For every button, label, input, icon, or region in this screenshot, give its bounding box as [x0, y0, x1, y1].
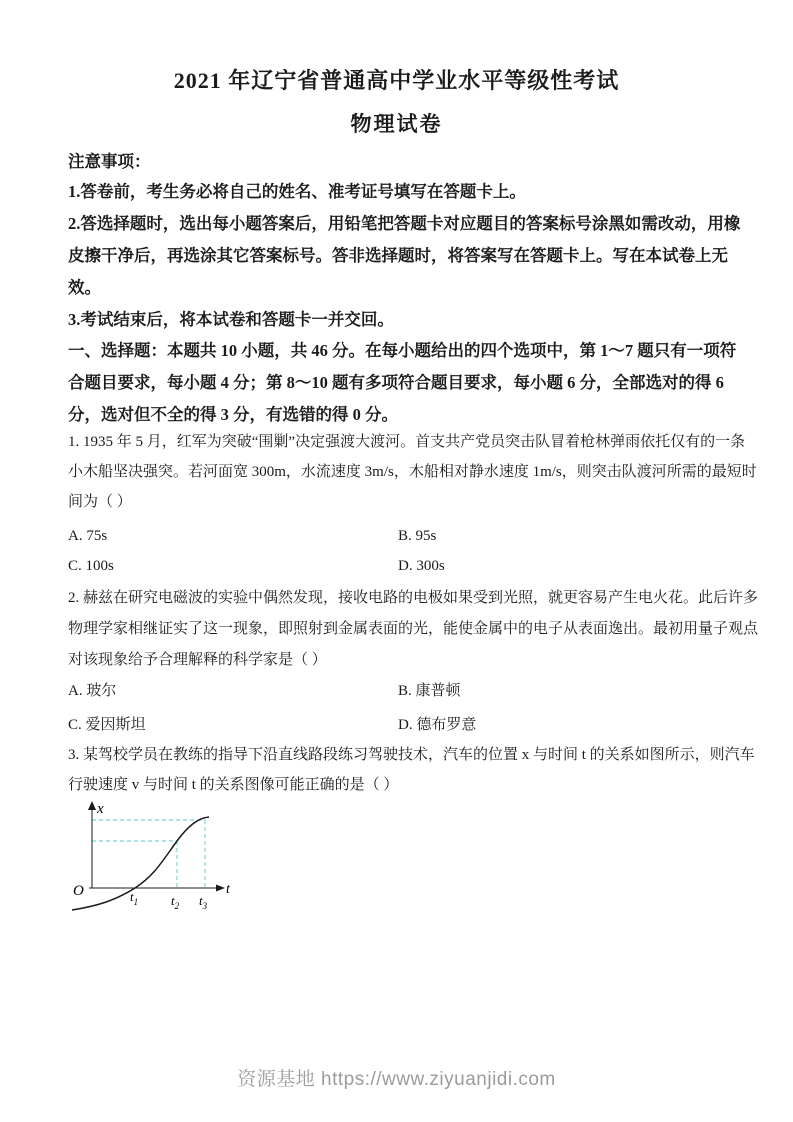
question-line: 间为（ ） [68, 494, 132, 510]
x-t-curve [72, 817, 209, 910]
question-line: 小木船坚决强突。若河面宽 300m，水流速度 3m/s，木船相对静水速度 1m/s，则突击队渡河所需的最短时 [68, 464, 757, 480]
option-c: C. 100s [68, 558, 114, 574]
question-2-options-row-1 [68, 676, 733, 706]
origin-label: O [73, 883, 84, 899]
question-line: 1. 1935 年 5 月，红军为突破“围剿”决定强渡大渡河。首支共产党员突击队冒着枪林弹雨依托仅有的一条 [68, 434, 746, 450]
question-line: 物理学家相继证实了这一现象，即照射到金属表面的光，能使金属中的电子从表面逸出。最初用量子观点 [68, 621, 759, 637]
notice-section [68, 176, 741, 336]
section-line: 一、选择题：本题共 10 小题，共 46 分。在每小题给出的四个选项中，第 1～7 题只有一项符 [68, 341, 737, 360]
notice-line: 皮擦干净后，再选涂其它答案标号。答非选择题时，将答案写在答题卡上。写在本试卷上无 [68, 246, 728, 265]
exam-subtitle: 物理试卷 [350, 112, 443, 136]
option-d: D. 德布罗意 [398, 717, 477, 733]
option-a: A. 75s [68, 528, 108, 544]
tick-t3: $t_3$ [199, 893, 208, 911]
question-line: 对该现象给予合理解释的科学家是（ ） [68, 652, 327, 668]
question-3 [68, 740, 755, 800]
tick-t2: $t_2$ [171, 893, 180, 911]
question-2 [68, 583, 759, 676]
question-1-options-row-2 [68, 551, 733, 581]
question-line: 行驶速度 v 与时间 t 的关系图像可能正确的是（ ） [68, 777, 399, 793]
option-d: D. 300s [398, 558, 445, 574]
exam-title: 2021 年辽宁省普通高中学业水平等级性考试 [173, 68, 620, 93]
question-1-options-row-1 [68, 521, 733, 551]
question-line: 3. 某驾校学员在教练的指导下沿直线路段练习驾驶技术，汽车的位置 x 与时间 t 的关系如图所示，则汽车 [68, 747, 755, 763]
option-b: B. 95s [398, 528, 437, 544]
section-one-header [68, 335, 737, 431]
notice-line: 3.考试结束后，将本试卷和答题卡一并交回。 [68, 310, 394, 329]
notice-line: 1.答卷前，考生务必将自己的姓名、准考证号填写在答题卡上。 [68, 182, 526, 201]
tick-t1: $t_1$ [130, 889, 139, 907]
option-a: A. 玻尔 [68, 683, 117, 699]
x-axis-arrow-icon [216, 885, 225, 892]
section-line: 合题目要求，每小题 4 分；第 8～10 题有多项符合题目要求，每小题 6 分，全部选对的得 6 [68, 373, 724, 392]
notice-line: 效。 [68, 278, 101, 297]
xt-curve-figure [70, 797, 245, 919]
y-axis-label: x [97, 801, 104, 817]
question-line: 2. 赫兹在研究电磁波的实验中偶然发现，接收电路的电极如果受到光照，就更容易产生电火花。此后许多 [68, 590, 759, 606]
section-line: 分，选对但不全的得 3 分，有选错的得 0 分。 [68, 405, 398, 424]
y-axis-arrow-icon [88, 801, 96, 810]
position-time-graph [70, 797, 245, 919]
option-b: B. 康普顿 [398, 683, 461, 699]
question-1 [68, 427, 757, 517]
question-2-options-row-2 [68, 710, 733, 740]
option-c: C. 爱因斯坦 [68, 717, 146, 733]
footer-watermark: 资源基地 https://www.ziyuanjidi.com [237, 1069, 556, 1090]
notice-heading: 注意事项： [68, 152, 151, 171]
notice-line: 2.答选择题时，选出每小题答案后，用铅笔把答题卡对应题目的答案标号涂黑如需改动，用橡 [68, 214, 741, 233]
x-axis-label: t [226, 882, 230, 897]
